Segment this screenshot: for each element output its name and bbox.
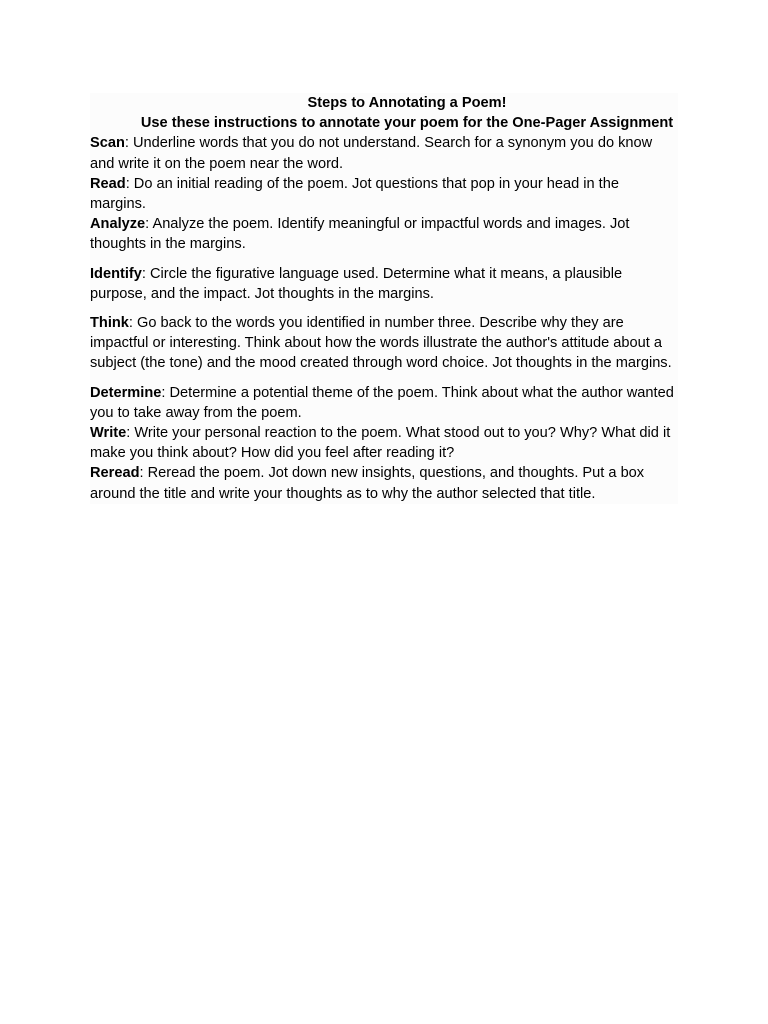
step-text: : Do an initial reading of the poem. Jot questions that pop in your head in the margins. — [90, 175, 619, 213]
step-term: Identify — [90, 265, 142, 282]
step-term: Scan — [90, 135, 125, 152]
step-text: : Circle the figurative language used. Determine what it means, a plausible purpose, and the impact. Jot thoughts in the margins. — [90, 265, 623, 302]
step-text: : Reread the poem. Jot down new insights, questions, and thoughts. Put a box around the title and write your thoughts as to why the author selected that title. — [90, 465, 645, 502]
step-term: Determine — [90, 384, 162, 401]
step-term: Analyze — [90, 216, 146, 233]
step-analyze — [90, 214, 678, 254]
step-identify — [90, 264, 678, 304]
step-term: Reread — [90, 465, 140, 482]
step-term: Think — [90, 315, 129, 332]
step-determine — [90, 383, 678, 423]
step-text: : Write your personal reaction to the poem. What stood out to you? Why? What did it make you think about? How did you feel after reading it? — [90, 425, 671, 462]
step-read — [90, 174, 678, 214]
document-title: Steps to Annotating a Poem! — [307, 95, 507, 111]
step-text: : Go back to the words you identified in number three. Describe why they are impactful or interesting. Think about how the words illustrate the author's attitude about a subject (the tone) and the mood created through word choice. Jot thoughts in the margins. — [90, 315, 672, 372]
step-term: Write — [90, 425, 127, 442]
instructions-document — [90, 93, 678, 504]
step-reread — [90, 463, 678, 503]
step-text: : Determine a potential theme of the poem. Think about what the author wanted you to take away from the poem. — [90, 384, 674, 421]
step-text: : Analyze the poem. Identify meaningful or impactful words and images. Jot thoughts in the margins. — [90, 216, 630, 253]
step-write — [90, 423, 678, 463]
document-header — [136, 93, 678, 133]
document-subtitle: Use these instructions to annotate your poem for the One-Pager Assignment — [140, 115, 674, 132]
step-think — [90, 313, 678, 374]
step-text: : Underline words that you do not understand. Search for a synonym you do know and write it on the poem near the word. — [90, 135, 653, 172]
step-scan — [90, 133, 678, 173]
step-term: Read — [90, 175, 126, 192]
